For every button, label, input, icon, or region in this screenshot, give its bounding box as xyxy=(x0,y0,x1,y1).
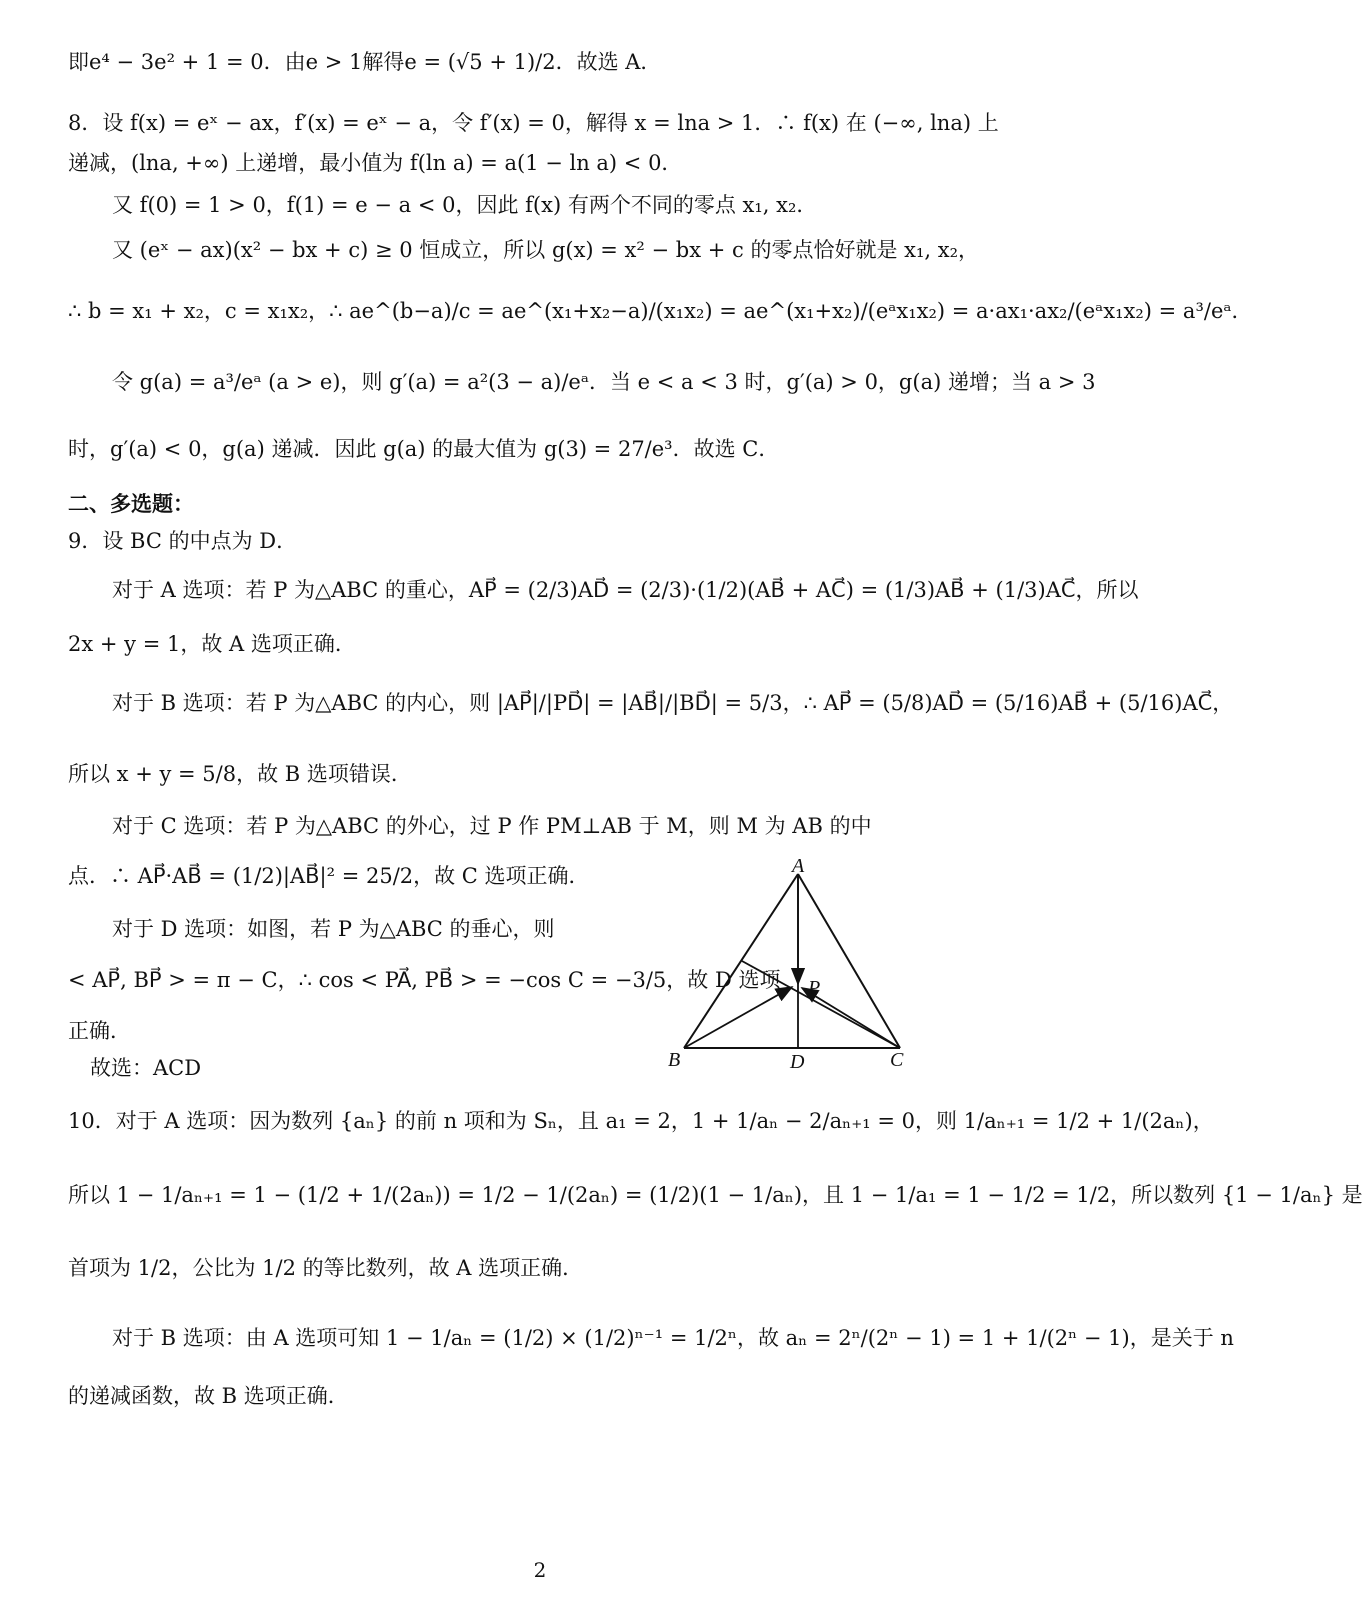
text-line: 对于 B 选项：由 A 选项可知 1 − 1/aₙ = (1/2) × (1/2)ⁿ⁻¹ = 1/2ⁿ，故 aₙ = 2ⁿ/(2ⁿ − 1) = 1 + 1/(2ⁿ − 1)，是关于 n xyxy=(112,1326,1234,1350)
side-ac xyxy=(798,874,900,1048)
altitude-from-b xyxy=(684,987,792,1048)
text-line: 的递减函数，故 B 选项正确． xyxy=(68,1384,349,1408)
text-line: 时，g′(a) < 0，g(a) 递减．因此 g(a) 的最大值为 g(3) = 27/e³．故选 C． xyxy=(68,437,780,461)
triangle-orthocenter-diagram xyxy=(660,855,940,1080)
label-p: P xyxy=(808,977,821,999)
text-line: < AP⃗, BP⃗ > = π − C，∴ cos < PA⃗, PB⃗ > = −cos C = −3/5，故 D 选项 xyxy=(68,968,781,992)
text-line: 递减，(lna, +∞) 上递增，最小值为 f(ln a) = a(1 − ln a) < 0． xyxy=(68,151,683,175)
text-line: ∴ b = x₁ + x₂，c = x₁x₂，∴ ae^(b−a)/c = ae^(x₁+x₂−a)/(x₁x₂) = ae^(x₁+x₂)/(eᵃx₁x₂) = a·ax₁·ax₂/(eᵃx₁x₂) = a³/eᵃ． xyxy=(68,299,1253,323)
side-ab xyxy=(684,874,798,1048)
text-line: 点．∴ AP⃗·AB⃗ = (1/2)|AB⃗|² = 25/2，故 C 选项正确． xyxy=(68,864,590,888)
text-line: 故选：ACD xyxy=(90,1056,202,1080)
text-line: 对于 A 选项：若 P 为△ABC 的重心，AP⃗ = (2/3)AD⃗ = (2/3)·(1/2)(AB⃗ + AC⃗) = (1/3)AB⃗ + (1/3)AC⃗，所以 xyxy=(112,578,1139,602)
text-line: 又 (eˣ − ax)(x² − bx + c) ≥ 0 恒成立，所以 g(x) = x² − bx + c 的零点恰好就是 x₁, x₂， xyxy=(112,238,979,262)
text-line: 对于 B 选项：若 P 为△ABC 的内心，则 |AP⃗|/|PD⃗| = |AB⃗|/|BD⃗| = 5/3，∴ AP⃗ = (5/8)AD⃗ = (5/16)AB⃗ + (5/16)AC⃗， xyxy=(112,691,1234,715)
label-b: B xyxy=(668,1049,681,1071)
text-line: 2x + y = 1，故 A 选项正确． xyxy=(68,632,356,656)
section-heading: 二、多选题： xyxy=(68,492,194,516)
altitude-from-c xyxy=(742,961,900,1048)
label-a: A xyxy=(792,855,805,877)
text-line: 正确． xyxy=(68,1019,131,1043)
text-line: 首项为 1/2，公比为 1/2 的等比数列，故 A 选项正确． xyxy=(68,1256,584,1280)
text-line: 又 f(0) = 1 > 0，f(1) = e − a < 0，因此 f(x) 有两个不同的零点 x₁, x₂． xyxy=(112,193,818,217)
text-line: 令 g(a) = a³/eᵃ (a > e)，则 g′(a) = a²(3 − a)/eᵃ．当 e < a < 3 时，g′(a) > 0，g(a) 递增；当 a > 3 xyxy=(112,370,1096,394)
text-line: 对于 C 选项：若 P 为△ABC 的外心，过 P 作 PM⊥AB 于 M，则 M 为 AB 的中 xyxy=(112,814,872,838)
label-d: D xyxy=(790,1051,805,1073)
text-line: 即e⁴ − 3e² + 1 = 0．由e > 1解得e = (√5 + 1)/2．故选 A． xyxy=(68,50,662,74)
text-line: 所以 1 − 1/aₙ₊₁ = 1 − (1/2 + 1/(2aₙ)) = 1/2 − 1/(2aₙ) = (1/2)(1 − 1/aₙ)，且 1 − 1/a₁ = 1 − 1/2 = 1/2，所以数列 {1 − 1/aₙ} 是 xyxy=(68,1183,1363,1207)
text-line: 10．对于 A 选项：因为数列 {aₙ} 的前 n 项和为 Sₙ，且 a₁ = 2，1 + 1/aₙ − 2/aₙ₊₁ = 0，则 1/aₙ₊₁ = 1/2 + 1/(2aₙ)， xyxy=(68,1109,1214,1133)
page-number: 2 xyxy=(533,1558,547,1582)
text-line: 8．设 f(x) = eˣ − ax，f′(x) = eˣ − a，令 f′(x) = 0，解得 x = lna > 1．∴ f(x) 在 (−∞, lna) 上 xyxy=(68,111,999,135)
label-c: C xyxy=(890,1049,904,1071)
text-line: 对于 D 选项：如图，若 P 为△ABC 的垂心，则 xyxy=(112,917,555,941)
text-line: 所以 x + y = 5/8，故 B 选项错误． xyxy=(68,762,412,786)
text-line: 9．设 BC 的中点为 D． xyxy=(68,529,298,553)
